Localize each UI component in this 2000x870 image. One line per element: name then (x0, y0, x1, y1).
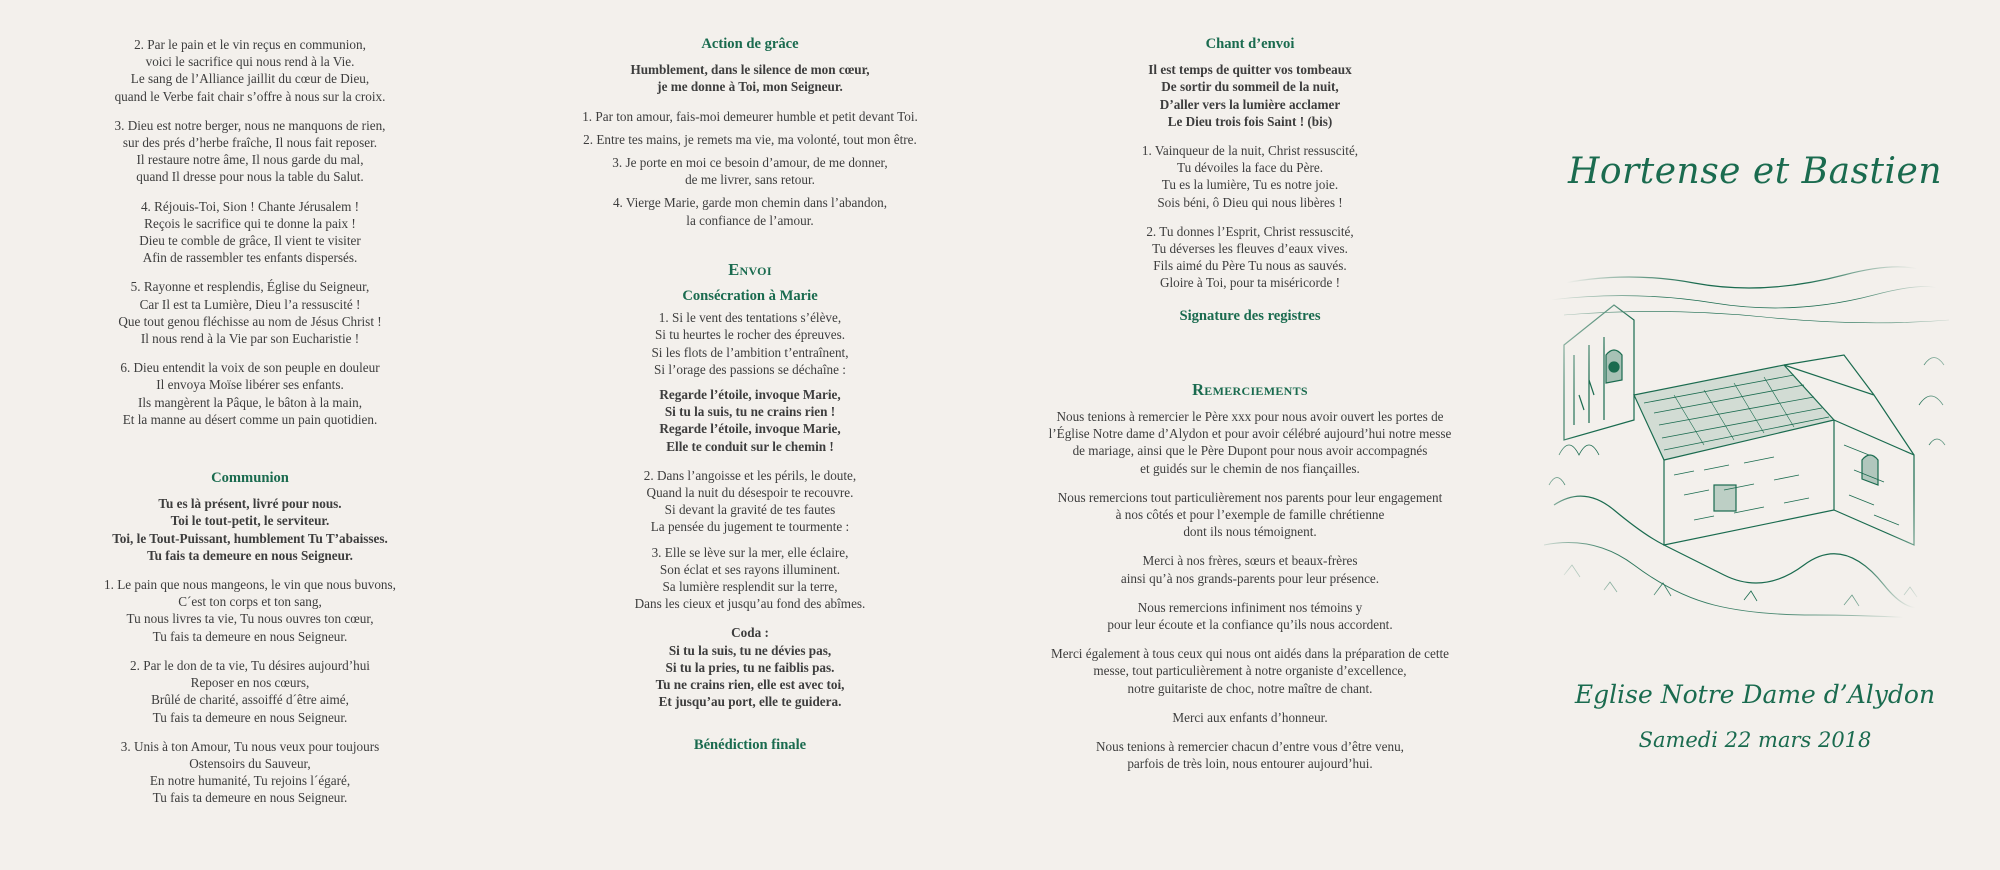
thanks-paragraph: Nous remercions infiniment nos témoins y pour leur écoute et la confiance qu’ils nous accordent. (1107, 599, 1393, 633)
verse-stanza: 2. Par le don de ta vie, Tu désires aujourd’hui Reposer en nos cœurs, Brûlé de charité, assoiffé d´être aimé, Tu fais ta demeure en nous Seigneur. (130, 657, 370, 725)
verse-stanza: 5. Rayonne et resplendis, Église du Seigneur, Car Il est ta Lumière, Dieu l’a ressuscité ! Que tout genou fléchisse au nom de Jésus Christ ! Il nous rend à la Vie par son Eucharistie ! (118, 279, 382, 347)
verse-stanza: 3. Elle se lève sur la mer, elle éclaire, Son éclat et ses rayons illuminent. Sa lumière resplendit sur la terre, Dans les cieux et jusqu’au fond des abîmes. (634, 544, 866, 612)
benediction-heading: Bénédiction finale (693, 736, 807, 753)
action-de-grace-heading: Action de grâce (701, 36, 799, 52)
thanks-paragraph: Merci aux enfants d’honneur. (1172, 709, 1328, 725)
verse-stanza: 2. Tu donnes l’Esprit, Christ ressuscité, Tu déverses les fleuves d’eaux vives. Fils aimé du Père Tu nous as sauvés. Gloire à Toi, pour ta miséricorde ! (1146, 223, 1354, 291)
column-communion (55, 36, 445, 819)
verse-stanza: 1. Vainqueur de la nuit, Christ ressuscité, Tu dévoiles la face du Père. Tu es la lumière, Tu es notre joie. Sois béni, ô Dieu qui nous libères ! (1141, 143, 1359, 210)
verse-stanza: 2. Par le pain et le vin reçus en communion, voici le sacrifice qui nous rend à la Vie. Le sang de l’Alliance jaillit du cœur de Dieu, quand le Verbe fait chair s’offre à nous sur la croix. (114, 37, 386, 104)
chant-envoi-heading: Chant d’envoi (1205, 36, 1295, 52)
verse-stanza: 1. Le pain que nous mangeons, le vin que nous buvons, C´est ton corps et ton sang, Tu nous livres ta vie, Tu nous ouvres ton cœur, Tu fais ta demeure en nous Seigneur. (104, 577, 396, 644)
thanks-paragraph: Nous remercions tout particulièrement nos parents pour leur engagement à nos côtés et pour l’exemple de famille chrétienne dont ils nous témoignent. (1057, 489, 1443, 540)
ceremony-date: Samedi 22 mars 2018 (1638, 728, 1872, 752)
chant-refrain: Il est temps de quitter vos tombeaux De sortir du sommeil de la nuit, D’aller vers la lumière acclamer Le Dieu trois fois Saint ! (bis) (1148, 62, 1352, 129)
coda: Coda : Si tu la suis, tu ne dévies pas, Si tu la pries, tu ne faiblis pas. Tu ne crains rien, elle est avec toi, Et jusqu’au port, elle te guidera. (655, 625, 845, 710)
column-action-de-grace (545, 36, 955, 762)
verse-stanza: 4. Vierge Marie, garde mon chemin dans l’abandon, la confiance de l’amour. (612, 195, 888, 228)
thanks-paragraph: Nous tenions à remercier le Père xxx pour nous avoir ouvert les portes de l’Église Notre dame d’Alydon et pour avoir célébré aujourd’hui notre messe de mariage, ainsi que le Père Dupont pour nous avoir accompagnés et guidés sur le chemin de nos fiançailles. (1048, 409, 1452, 476)
verse-stanza: 2. Entre tes mains, je remets ma vie, ma volonté, tout mon être. (583, 131, 917, 147)
action-refrain: Humblement, dans le silence de mon cœur, je me donne à Toi, mon Seigneur. (630, 62, 870, 95)
thanks-paragraph: Nous tenions à remercier chacun d’entre vous d’être venu, parfois de très loin, nous entourer aujourd’hui. (1096, 739, 1404, 772)
envoi-section-title: Envoi (728, 259, 772, 279)
consecration-refrain: Regarde l’étoile, invoque Marie, Si tu la suis, tu ne crains rien ! Regarde l’étoile, invoque Marie, Elle te conduit sur le chemin ! (659, 387, 841, 454)
verse-stanza: 3. Unis à ton Amour, Tu nous veux pour toujours Ostensoirs du Sauveur, En notre humanité, Tu rejoins l´égaré, Tu fais ta demeure en nous Seigneur. (120, 738, 380, 806)
verse-stanza: 1. Si le vent des tentations s’élève, Si tu heurtes le rocher des épreuves. Si les flots de l’ambition t’entraînent, Si l’orage des passions se déchaîne : (651, 310, 849, 377)
church-name: Eglise Notre Dame d’Alydon (1574, 680, 1936, 709)
cover-panel (1530, 0, 1980, 870)
verse-stanza: 6. Dieu entendit la voix de son peuple en douleur Il envoya Moïse libérer ses enfants. Ils mangèrent la Pâque, le bâton à la main, Et la manne au désert comme un pain quotidien. (120, 360, 380, 427)
signature-heading: Signature des registres (1179, 307, 1321, 324)
thanks-paragraph: Merci à nos frères, sœurs et beaux-frères ainsi qu’à nos grands-parents pour leur présence. (1120, 553, 1380, 586)
communion-refrain: Tu es là présent, livré pour nous. Toi le tout-petit, le serviteur. Toi, le Tout-Puissant, humblement Tu T’abaisses. Tu fais ta demeure en nous Seigneur. (112, 496, 388, 563)
verse-stanza: 3. Dieu est notre berger, nous ne manquons de rien, sur des prés d’herbe fraîche, Il nous fait reposer. Il restaure notre âme, Il nous garde du mal, quand Il dresse pour nous la table du Salut. (114, 117, 386, 185)
communion-heading: Communion (211, 470, 289, 487)
couple-names: Hortense et Bastien (1567, 151, 1943, 192)
consecration-heading: Consécration à Marie (682, 288, 818, 305)
verse-stanza: 2. Dans l’angoisse et les périls, le doute, Quand la nuit du désespoir te recouvre. Si devant la gravité de tes fautes La pensée du jugement te tourmente : (643, 467, 857, 535)
thanks-paragraph: Merci également à tous ceux qui nous ont aidés dans la préparation de cette messe, tout particulièrement à notre organiste d’excellence, notre guitariste de choc, notre maître de chant. (1050, 646, 1450, 696)
remerciements-section-title: Remerciements (1192, 379, 1308, 399)
column-chant-envoi (1020, 36, 1480, 785)
church-sketch-image (1544, 245, 1954, 630)
verse-stanza: 4. Réjouis-Toi, Sion ! Chante Jérusalem ! Reçois le sacrifice qui te donne la paix ! Dieu te comble de grâce, Il vient te visiter Afin de rassembler tes enfants dispersés. (139, 198, 361, 266)
verse-stanza: 1. Par ton amour, fais-moi demeurer humble et petit devant Toi. (582, 108, 918, 124)
verse-stanza: 3. Je porte en moi ce besoin d’amour, de me donner, de me livrer, sans retour. (612, 155, 888, 188)
